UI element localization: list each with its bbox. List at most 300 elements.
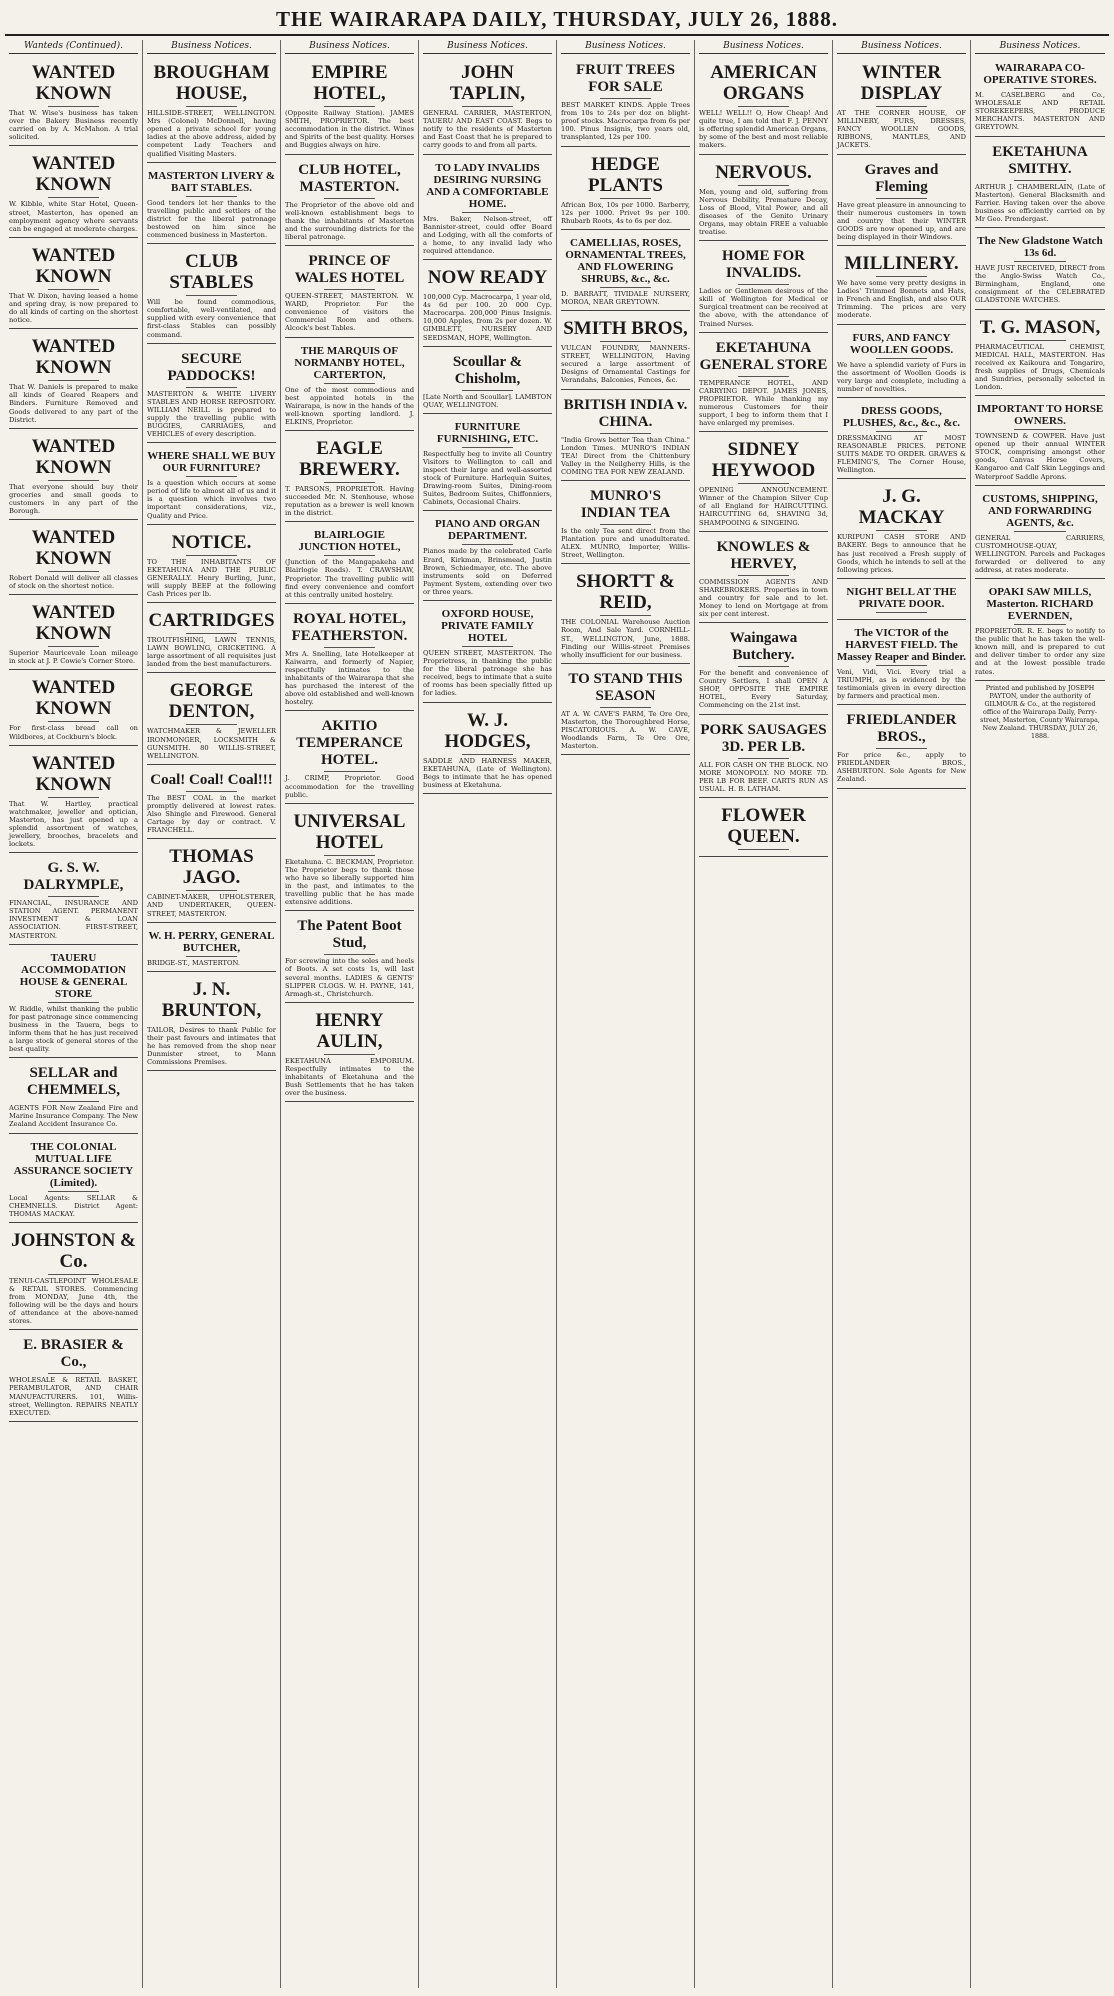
ad-title: J. G. MACKAY xyxy=(858,486,945,529)
ad-title: T. G. MASON, xyxy=(979,316,1101,338)
ad-title: THOMAS JAGO. xyxy=(169,846,254,889)
ad-title: WANTED KNOWN xyxy=(31,435,116,478)
advertisement xyxy=(9,240,138,329)
ad-title: Scoullar & Chisholm, xyxy=(452,353,523,387)
advertisement xyxy=(9,431,138,520)
ad-title: FRIEDLANDER BROS., xyxy=(846,712,957,746)
divider xyxy=(48,289,100,290)
ad-body: THE COLONIAL Warehouse Auction Room, And Sale Yard. CORNHILL-ST., WELLINGTON, June, 1888. Finding our Willis-street Premises wholly insufficient for our business. xyxy=(561,618,690,659)
column-heading: Business Notices. xyxy=(837,40,966,54)
advertisement xyxy=(285,157,414,246)
ad-title: WANTED KNOWN xyxy=(31,244,116,287)
divider xyxy=(738,284,790,285)
ad-body: Superior Mauricevale Loan mileage in stock at J. P. Cowie's Corner Store. xyxy=(9,649,138,666)
advertisement xyxy=(975,57,1105,136)
divider xyxy=(462,754,514,755)
advertisement xyxy=(699,717,828,798)
ad-title: NOTICE. xyxy=(171,531,252,553)
ad-title: The Patent Boot Stud, xyxy=(297,918,402,952)
ad-title: WAIRARAPA CO-OPERATIVE STORES. xyxy=(983,62,1097,87)
advertisement xyxy=(9,331,138,428)
advertisement xyxy=(147,346,276,444)
ad-body: The BEST COAL in the market promptly delivered at lowest rates. Also Shingle and Firewood. General Cartage by day or contract. V. FRANCHELL. xyxy=(147,793,276,835)
divider xyxy=(48,380,100,381)
advertisement xyxy=(975,230,1105,309)
divider xyxy=(48,797,100,798)
ad-body: For the benefit and convenience of Country Settlers, I shall OPEN A SHOP, OPPOSITE THE EMPIRE HOTEL, Every Saturday, Commencing on the 21st inst. xyxy=(699,669,828,710)
divider xyxy=(738,849,790,850)
divider xyxy=(600,524,652,525)
advertisement xyxy=(147,974,276,1071)
ad-body: TENUI-CASTLEPOINT WHOLESALE & RETAIL STORES. Commencing from MONDAY, June 4th, the following will be the days and hours of attendance at the above-named stores. xyxy=(9,1276,138,1326)
ad-title: MILLINERY. xyxy=(844,253,959,275)
divider xyxy=(48,721,100,722)
ad-title: BLAIRLOGIE JUNCTION HOTEL, xyxy=(298,529,401,554)
advertisement xyxy=(561,232,690,311)
ad-title: WANTED KNOWN xyxy=(31,336,116,379)
advertisement xyxy=(147,165,276,244)
ad-title: EKETAHUNA SMITHY. xyxy=(992,143,1088,177)
column-4 xyxy=(419,40,557,1988)
divider xyxy=(462,544,514,545)
advertisement xyxy=(699,625,828,714)
ad-body: That W. Dixon, having leased a home and spring dray, is now prepared to do all kinds of carting on the shortest notice. xyxy=(9,291,138,325)
divider xyxy=(186,724,238,725)
ad-title: SECURE PADDOCKS! xyxy=(167,350,256,384)
column-heading: Business Notices. xyxy=(147,40,276,54)
ad-body: Ladies or Gentlemen desirous of the skill of Wellington for Medical or Surgical treatment can be received at the above, with the attendance of Trained Nurses. xyxy=(699,287,828,328)
divider xyxy=(186,295,238,296)
column-5 xyxy=(557,40,695,1988)
advertisement xyxy=(147,445,276,524)
divider xyxy=(186,956,238,957)
ad-body: AT THE CORNER HOUSE, OF MILLINERY, FURS, DRESSES, FANCY WOOLLEN GOODS, RIBBONS, MANTLES, AND JACKETS. xyxy=(837,109,966,150)
imprint: Printed and published by JOSEPH PAYTON, under the authority of GILMOUR & Co., at the registered office of the Wairarapa Daily, Perry-street, Masterton, County Wairarapa, New Zealand. THURSDAY, JULY 26, 1888. xyxy=(980,684,1100,741)
advertisement xyxy=(837,481,966,578)
ad-body: EKETAHUNA EMPORIUM. Respectfully intimates to the inhabitants of Eketahuna and the Bush Settlements that he has taken over the business. xyxy=(285,1056,414,1098)
ad-title: E. BRASIER & Co., xyxy=(23,1337,124,1371)
ad-title: PORK SAUSAGES 3D. PER LB. xyxy=(700,721,827,755)
ad-body: Eketahuna. C. BECKMAN, Proprietor. The Proprietor begs to thank those who have so liberally supported him in the past, and intimates to the travelling public that he has made extensive additions. xyxy=(285,857,414,907)
ad-body: COMMISSION AGENTS AND SHAREBROKERS. Properties in town and country for sale and to let. Money to lend on Mortgage at from six per cent interest. xyxy=(699,577,828,618)
advertisement xyxy=(699,157,828,242)
ad-title: CLUB HOTEL, MASTERTON. xyxy=(298,161,401,195)
ad-body: WATCHMAKER & JEWELLER IRONMONGER, LOCKSMITH & GUNSMITH. 80 WILLIS-STREET, WELLINGTON. xyxy=(147,727,276,760)
divider xyxy=(186,1023,238,1024)
advertisement xyxy=(561,57,690,146)
divider xyxy=(876,665,928,666)
ad-body: "India Grows better Tea than China." London Times. MUNRO'S INDIAN TEA! Direct from the Chittenbury Valley in the Neilgherry Hills, is the COMING TEA FOR NEW ZEALAND. xyxy=(561,435,690,476)
ad-body: ARTHUR J. CHAMBERLAIN, (Late of Masterton). General Blacksmith and Farrier. Having taken over the above business so efficiently carried on by Mr Geo. Prendergast. xyxy=(975,182,1105,223)
ad-body: TEMPERANCE HOTEL, AND CARRYING DEPOT. JAMES JONES, PROPRIETOR. While thanking my numerous Customers for their support, I beg to inform them that I have enlarged my premises. xyxy=(699,378,828,428)
advertisement xyxy=(837,707,966,788)
ad-body: GENERAL CARRIERS, CUSTOMHOUSE-QUAY, WELLINGTON. Parcels and Packages forwarded or delivered to any address, at rates moderate. xyxy=(975,533,1105,574)
ad-title: NIGHT BELL AT THE PRIVATE DOOR. xyxy=(846,585,957,610)
advertisement xyxy=(837,400,966,479)
ad-body: We have a splendid variety of Furs in the assortment of Woollen Goods is very large and complete, including a number of novelties. xyxy=(837,360,966,393)
ad-body: ALL FOR CASH ON THE BLOCK. NO MORE MONOPOLY. NO MORE 7D. PER LB FOR BEEF. CARTS RUN AS USUAL. H. B. LATHAM. xyxy=(699,760,828,793)
advertisement xyxy=(147,57,276,163)
divider xyxy=(600,707,652,708)
ad-body: For price &c., apply to FRIEDLANDER BROS., ASHBURTON. Sole Agents for New Zealand. xyxy=(837,751,966,784)
advertisement xyxy=(147,605,276,673)
ad-title: FLOWER QUEEN. xyxy=(721,804,806,847)
divider xyxy=(876,748,928,749)
advertisement xyxy=(423,157,552,260)
ad-title: NERVOUS. xyxy=(715,161,812,183)
divider xyxy=(600,98,652,99)
ad-title: OXFORD HOUSE, PRIVATE FAMILY HOTEL xyxy=(441,608,534,644)
advertisement xyxy=(699,243,828,332)
divider xyxy=(186,555,238,556)
advertisement xyxy=(837,622,966,705)
advertisement xyxy=(423,349,552,414)
advertisement xyxy=(561,149,690,230)
ad-title: EMPIRE HOTEL, xyxy=(311,62,388,105)
masthead: THE WAIRARAPA DAILY, THURSDAY, JULY 26, 1888. xyxy=(5,4,1109,36)
column-2 xyxy=(143,40,281,1988)
divider xyxy=(48,1002,100,1003)
divider xyxy=(876,276,928,277)
advertisement xyxy=(285,1005,414,1102)
column-3 xyxy=(281,40,419,1988)
ad-title: J. N. BRUNTON, xyxy=(161,978,262,1021)
ad-body: Robert Donald will deliver all classes of stock on the shortest notice. xyxy=(9,574,138,591)
ad-body: SADDLE AND HARNESS MAKER, EKETAHUNA, (Late of Wellington). Begs to intimate that he has opened business at Eketahuna. xyxy=(423,756,552,789)
ad-title: THE MARQUIS OF NORMANBY HOTEL, CARTERTON, xyxy=(294,344,405,381)
advertisement xyxy=(285,913,414,1002)
divider xyxy=(876,431,928,432)
column-heading: Wanteds (Continued). xyxy=(9,40,138,54)
ad-title: WANTED KNOWN xyxy=(31,153,116,196)
ad-body: W. Riddle, whilst thanking the public for past patronage since commencing business in the Tauera, begs to inform them that he has just received a large stock of general stores of the best quality. xyxy=(9,1004,138,1054)
ad-title: KNOWLES & HERVEY, xyxy=(716,538,811,572)
divider xyxy=(324,383,376,384)
ad-body: Is a question which occurs at some period of life to almost all of us and it is a question which involves two important considerations, viz., Quality and Price. xyxy=(147,479,276,520)
ad-title: W. H. PERRY, GENERAL BUTCHER, xyxy=(148,929,275,954)
ad-body: TOWNSEND & COWPER. Have just opened up their annual WINTER STOCK, comprising amongst other goods, Canvas Horse Covers, Kangaroo and Calf Skin Leggings and Waterproof Saddle Aprons. xyxy=(975,432,1105,481)
ad-title: EAGLE BREWERY. xyxy=(299,437,400,480)
ad-body: Veni, Vidi, Vici. Every trial a TRIUMPH, as is evidenced by the testimonials given in every direction by farmers and practical men. xyxy=(837,667,966,701)
divider xyxy=(48,106,100,107)
ad-title: HOME FOR INVALIDS. xyxy=(722,248,805,282)
divider xyxy=(462,290,514,291)
divider xyxy=(48,571,100,572)
ad-title: CLUB STABLES xyxy=(169,251,254,294)
divider xyxy=(600,198,652,199)
ad-title: JOHN TAPLIN, xyxy=(449,62,526,105)
advertisement xyxy=(561,392,690,481)
ad-body: GENERAL CARRIER, MASTERTON, TAUERU AND EAST COAST. Begs to notify to the residents of Masterton and East Coast that he is prepared to carry goods to and from all parts. xyxy=(423,109,552,150)
advertisement xyxy=(975,312,1105,397)
advertisement xyxy=(699,434,828,531)
ad-body: For screwing into the soles and heels of Boots. A set costs 1s, will last several months. LADIES & GENTS' SLIPPER CLOGS. W. H. PAYNE, 141, Armagh-st., Christchurch. xyxy=(285,957,414,998)
advertisement xyxy=(147,527,276,603)
advertisement xyxy=(9,57,138,146)
ad-body: TROUTFISHING, LAWN TENNIS, LAWN BOWLING, CRICKETING. A large assortment of all requisites just landed from the best manufacturers. xyxy=(147,636,276,669)
divider xyxy=(186,106,238,107)
advertisement xyxy=(285,340,414,431)
divider xyxy=(324,106,376,107)
divider xyxy=(876,358,928,359)
divider xyxy=(48,480,100,481)
column-heading: Business Notices. xyxy=(285,40,414,54)
ad-body: DRESSMAKING AT MOST REASONABLE PRICES. PETONE SUITS MADE TO ORDER. GRAVES & FLEMING'S, The Corner House, Wellington. xyxy=(837,433,966,475)
ad-body: Will be found commodious, comfortable, well-ventilated, and supplied with every convenience that first-class Stables can possibly command. xyxy=(147,298,276,339)
advertisement xyxy=(9,597,138,670)
divider xyxy=(876,530,928,531)
column-heading: Business Notices. xyxy=(423,40,552,54)
ad-title: TO STAND THIS SEASON xyxy=(568,670,683,704)
ad-title: FURNITURE FURNISHING, ETC. xyxy=(436,420,539,445)
divider xyxy=(1014,531,1066,532)
column-heading: Business Notices. xyxy=(699,40,828,54)
advertisement xyxy=(9,148,138,237)
ad-body: WHOLESALE & RETAIL BASKET, PERAMBULATOR, AND CHAIR MANUFACTURERS. 101, Willis-street, Wellington. REPAIRS NEATLY EXECUTED. xyxy=(9,1376,138,1417)
advertisement xyxy=(561,666,690,755)
ad-title: THE COLONIAL MUTUAL LIFE ASSURANCE SOCIETY (Limited). xyxy=(13,1140,134,1189)
ad-title: IMPORTANT TO HORSE OWNERS. xyxy=(976,403,1104,428)
ad-body: J. CRIMP, Proprietor. Good accommodation for the travelling public. xyxy=(285,774,414,799)
divider xyxy=(738,376,790,377)
advertisement xyxy=(147,925,276,972)
column-1 xyxy=(5,40,143,1988)
ad-title: SMITH BROS, xyxy=(563,318,688,340)
ad-body: W. Kibble, white Star Hotel, Queen-street, Masterton, has opened an employment agency where servants can be engaged at moderate charges. xyxy=(9,200,138,233)
ad-title: ROYAL HOTEL, FEATHERSTON. xyxy=(291,610,408,644)
divider xyxy=(48,646,100,647)
divider xyxy=(186,387,238,388)
ad-body: PHARMACEUTICAL CHEMIST, MEDICAL HALL, MASTERTON. Has received ex Kaikoura and Tongariro, fresh supplies of Drugs, Chemicals and Sundries, personally selected in London. xyxy=(975,342,1105,391)
ad-title: BRITISH INDIA v. CHINA. xyxy=(563,396,688,430)
advertisement xyxy=(561,483,690,564)
advertisement xyxy=(699,57,828,154)
advertisement xyxy=(285,606,414,712)
divider xyxy=(1014,429,1066,430)
advertisement xyxy=(561,566,690,663)
advertisement xyxy=(837,248,966,324)
advertisement xyxy=(9,522,138,595)
divider xyxy=(738,185,790,186)
advertisement xyxy=(9,947,138,1059)
ad-body: That everyone should buy their groceries and small goods to customers in any part of the Borough. xyxy=(9,482,138,515)
ad-title: AKITIO TEMPERANCE HOTEL. xyxy=(296,718,403,769)
ad-title: CAMELLIAS, ROSES, ORNAMENTAL TREES, AND FLOWERING SHRUBS, &c., &c. xyxy=(565,236,686,285)
divider xyxy=(186,476,238,477)
divider xyxy=(324,1054,376,1055)
ad-body: WELL! WELL!! O, How Cheap! And quite true, I am told that F. J. PENNY is offering splendid American Organs, by some of the best and most reliable makers. xyxy=(699,109,828,150)
advertisement xyxy=(561,313,690,389)
advertisement xyxy=(285,248,414,337)
ad-title: TO LADY INVALIDS DESIRING NURSING AND A COMFORTABLE HOME. xyxy=(426,161,549,210)
ad-title: Graves and Fleming xyxy=(864,161,939,195)
advertisement xyxy=(423,262,552,347)
advertisement xyxy=(147,675,276,764)
divider xyxy=(600,433,652,434)
divider xyxy=(462,646,514,647)
ad-title: JOHNSTON & Co. xyxy=(11,1229,136,1272)
divider xyxy=(186,633,238,634)
advertisement xyxy=(423,57,552,154)
ad-body: AT A. W. CAVE'S FARM, Te Ore Ore, Masterton, the Thoroughbred Horse, PISCATORIOUS. A. W. CAVE, Woodlands Farm, Te Ore Ore, Masterton. xyxy=(561,709,690,751)
divider xyxy=(324,771,376,772)
ad-body: QUEEN-STREET, MASTERTON. W. WARD, Proprietor. For the convenience of visitors the Commercial Room and others. Alcock's best Tables. xyxy=(285,292,414,333)
ad-body: Good tenders let her thanks to the travelling public and settlers of the district for the liberal patronage bestowed on him since he commenced business in Masterton. xyxy=(147,198,276,240)
divider xyxy=(1014,88,1066,89)
advertisement xyxy=(837,327,966,398)
advertisement xyxy=(285,806,414,912)
advertisement xyxy=(9,1332,138,1421)
ad-title: SIDNEY HEYWOOD xyxy=(711,439,816,482)
ad-title: G. S. W. DALRYMPLE, xyxy=(23,860,124,894)
ad-body: TAILOR, Desires to thank Public for their past favours and intimates that he has removed from the shop near Dunmister street, to Mann Commissions Premises. xyxy=(147,1025,276,1067)
column-8 xyxy=(971,40,1109,1988)
ad-title: PRINCE OF WALES HOTEL xyxy=(294,253,405,287)
advertisement xyxy=(699,335,828,433)
divider xyxy=(48,1274,100,1275)
ad-body: The Proprietor of the above old and well-known establishment begs to thank the inhabitants of Masterton and the surrounding districts for the liberal patronage. xyxy=(285,200,414,241)
advertisement xyxy=(147,767,276,839)
ad-title: Coal! Coal! Coal!!! xyxy=(150,771,273,788)
ad-body: HAVE JUST RECEIVED, DIRECT from the Anglo-Swiss Watch Co., Birmingham, England, one consignment of the CELEBRATED GLADSTONE WATCHES. xyxy=(975,264,1105,305)
ad-title: WANTED KNOWN xyxy=(31,752,116,795)
ad-body: QUEEN STREET, MASTERTON. The Proprietress, in thanking the public for the liberal patronage she has received, begs to intimate that a suite of rooms has been specially fitted up for ladies. xyxy=(423,649,552,698)
ad-title: CUSTOMS, SHIPPING, AND FORWARDING AGENTS, &c. xyxy=(982,492,1098,529)
divider xyxy=(48,896,100,897)
ad-body: MASTERTON & WHITE LIVERY STABLES AND HORSE REPOSITORY. WILLIAM NEILL is prepared to supply the travelling public with BUGGIES, CARRIAGES, and VEHICLES of every description. xyxy=(147,389,276,439)
ad-body: (Opposite Railway Station). JAMES SMITH, PROPRIETOR. The best accommodation in the district. Wines and Spirits of the best quality. Horses and Buggies always on hire. xyxy=(285,109,414,150)
ad-title: WHERE SHALL WE BUY OUR FURNITURE? xyxy=(147,450,276,475)
divider xyxy=(462,106,514,107)
advertisement xyxy=(9,1225,138,1331)
ad-title: HEDGE PLANTS xyxy=(588,153,663,196)
ad-title: WANTED KNOWN xyxy=(31,602,116,645)
divider xyxy=(48,1101,100,1102)
ad-body: (Junction of the Mangapakeha and Blairlogie Roads). T. CRAWSHAW, Proprietor. The travelling public will find every convenience and comfort at this centrally united hostelry. xyxy=(285,558,414,599)
ad-title: FRUIT TREES FOR SALE xyxy=(575,62,676,96)
ad-body: [Late North and Scoullar]. LAMBTON QUAY, WELLINGTON. xyxy=(423,392,552,409)
advertisement xyxy=(147,841,276,922)
ad-title: BROUGHAM HOUSE, xyxy=(153,62,270,105)
ad-title: W. J. HODGES, xyxy=(444,709,531,752)
ad-body: D. BARRATT, TIVIDALE NURSERY, MOROA, NEAR GREYTOWN. xyxy=(561,289,690,306)
ad-title: HENRY AULIN, xyxy=(315,1009,384,1052)
advertisement xyxy=(699,534,828,623)
ad-body: One of the most commodious and best appointed hotels in the Wairarapa, is now in the hands of the well-known sporting landlord. J. ELKINS, Proprietor. xyxy=(285,385,414,426)
ad-body: That W. Wise's business has taken over the Bakery Business recently carried on by A. McMahon. A trial solicited. xyxy=(9,109,138,142)
ad-title: SELLAR and CHEMMELS, xyxy=(27,1065,120,1099)
divider xyxy=(1014,261,1066,262)
divider xyxy=(738,575,790,576)
divider xyxy=(1014,624,1066,625)
advertisement xyxy=(975,581,1105,681)
advertisement xyxy=(423,416,552,512)
ad-body: TO THE INHABITANTS OF EKETAHUNA AND THE PUBLIC GENERALLY. Henry Burling, Junr., will supply BEEF at the following Cash Prices per lb. xyxy=(147,557,276,598)
divider xyxy=(600,615,652,616)
ad-body: T. PARSONS, PROPRIETOR. Having succeeded Mr. N. Stenhouse, whose reputation as a brewer is well known in the district. xyxy=(285,484,414,518)
advertisement xyxy=(837,157,966,246)
divider xyxy=(738,758,790,759)
divider xyxy=(324,555,376,556)
ad-body: AGENTS FOR New Zealand Fire and Marine Insurance Company. The New Zealand Accident Insurance Co. xyxy=(9,1104,138,1129)
divider xyxy=(186,890,238,891)
divider xyxy=(324,289,376,290)
divider xyxy=(48,1373,100,1374)
advertisement xyxy=(285,524,414,603)
divider xyxy=(876,612,928,613)
column-heading: Business Notices. xyxy=(975,40,1105,54)
ad-body: HILLSIDE-STREET, WELLINGTON. Mrs (Colonel) McDonnell, having opened a private school for young ladies at the above address, aided by competent Lady Teachers and qualified Visiting Masters. xyxy=(147,109,276,158)
divider xyxy=(738,483,790,484)
ad-title: Waingawa Butchery. xyxy=(729,630,798,664)
advertisement xyxy=(9,748,138,854)
divider xyxy=(600,341,652,342)
ad-body: Is the only Tea sent direct from the Plantation pure and unadulterated. ALEX. MUNRO, Importer, Willis-Street, Wellington. xyxy=(561,526,690,560)
advertisement xyxy=(9,855,138,944)
ad-title: DRESS GOODS, PLUSHES, &c., &c., &c. xyxy=(842,404,960,429)
divider xyxy=(1014,180,1066,181)
ad-title: The New Gladstone Watch 13s 6d. xyxy=(977,235,1103,260)
ad-body: BRIDGE-ST., MASTERTON. xyxy=(147,958,241,967)
ad-title: MASTERTON LIVERY & BAIT STABLES. xyxy=(148,169,275,194)
ad-title: OPAKI SAW MILLS, Masterton. RICHARD EVERNDEN, xyxy=(986,586,1094,623)
ad-body: Have great pleasure in announcing to their numerous customers in town and country that their WINTER GOODS are now opened up, and are being displayed in their Windows. xyxy=(837,200,966,241)
advertisement xyxy=(423,603,552,703)
advertisement xyxy=(699,800,828,857)
ad-title: NOW READY xyxy=(427,267,548,289)
divider xyxy=(324,482,376,483)
divider xyxy=(324,198,376,199)
ad-body: Pianos made by the celebrated Carle Erard, Kirkman, Brinsmead, Justin Brown, Schiedmayer, etc. The above instruments sold on Deferred Payment System, extending over two or three years. xyxy=(423,547,552,596)
ad-title: UNIVERSAL HOTEL xyxy=(293,810,406,853)
divider xyxy=(600,287,652,288)
ad-body: Mrs. Baker, Nelson-street, off Bannister-street, could offer Board and Lodging, with all the comforts of a home, to any invalid lady who required attendance. xyxy=(423,214,552,255)
ad-title: WANTED KNOWN xyxy=(31,527,116,570)
ad-body: BEST MARKET KINDS. Apple Trees from 10s to 24s per doz on blight-proof stocks. Macrocarpa from 6s per 100. Pinus Insignis, two years old, transplanted, 12s per 100. xyxy=(561,101,690,142)
ad-title: WINTER DISPLAY xyxy=(860,62,943,105)
advertisement xyxy=(423,705,552,794)
ad-body: Men, young and old, suffering from Nervous Debility, Premature Decay, Loss of Blood, Vital Power, and all diseases of the Genito Urinary Organs, may obtain FREE a valuable treatise. xyxy=(699,187,828,237)
divider xyxy=(324,954,376,955)
ad-title: FURS, AND FANCY WOOLLEN GOODS. xyxy=(849,331,954,356)
advertisement xyxy=(837,581,966,620)
advertisement xyxy=(285,713,414,803)
ad-body: Local Agents: SELLAR & CHEMNELLS. District Agent: THOMAS MACKAY. xyxy=(9,1193,138,1218)
ad-body: We have some very pretty designs in Ladies' Trimmed Bonnets and Hats, in French and English, and also OUR Trimming. The prices are very moderate. xyxy=(837,279,966,320)
divider xyxy=(738,106,790,107)
ad-title: GEORGE DENTON, xyxy=(168,680,255,723)
advertisement xyxy=(9,1136,138,1223)
divider xyxy=(48,197,100,198)
ad-title: The VICTOR of the HARVEST FIELD. The Massey Reaper and Binder. xyxy=(837,626,966,663)
divider xyxy=(462,212,514,213)
advertisement xyxy=(285,57,414,154)
divider xyxy=(1014,340,1066,341)
divider xyxy=(324,647,376,648)
column-heading: Business Notices. xyxy=(561,40,690,54)
advertisement xyxy=(975,139,1105,228)
ad-body: FINANCIAL, INSURANCE AND STATION AGENT. PERMANENT INVESTMENT & LOAN ASSOCIATION. FIRST-STREET, MASTERTON. xyxy=(9,899,138,940)
newspaper-page xyxy=(5,4,1109,1988)
column-grid xyxy=(5,40,1109,1988)
ad-title: EKETAHUNA GENERAL STORE xyxy=(699,339,828,373)
advertisement xyxy=(9,1060,138,1133)
ad-title: PIANO AND ORGAN DEPARTMENT. xyxy=(434,518,541,543)
ad-body: M. CASELBERG and Co., WHOLESALE AND RETAIL STOREKEEPERS, PRODUCE MERCHANTS. MASTERTON AND GREYTOWN. xyxy=(975,91,1105,132)
divider xyxy=(876,198,928,199)
column-6 xyxy=(695,40,833,1988)
advertisement xyxy=(9,672,138,745)
